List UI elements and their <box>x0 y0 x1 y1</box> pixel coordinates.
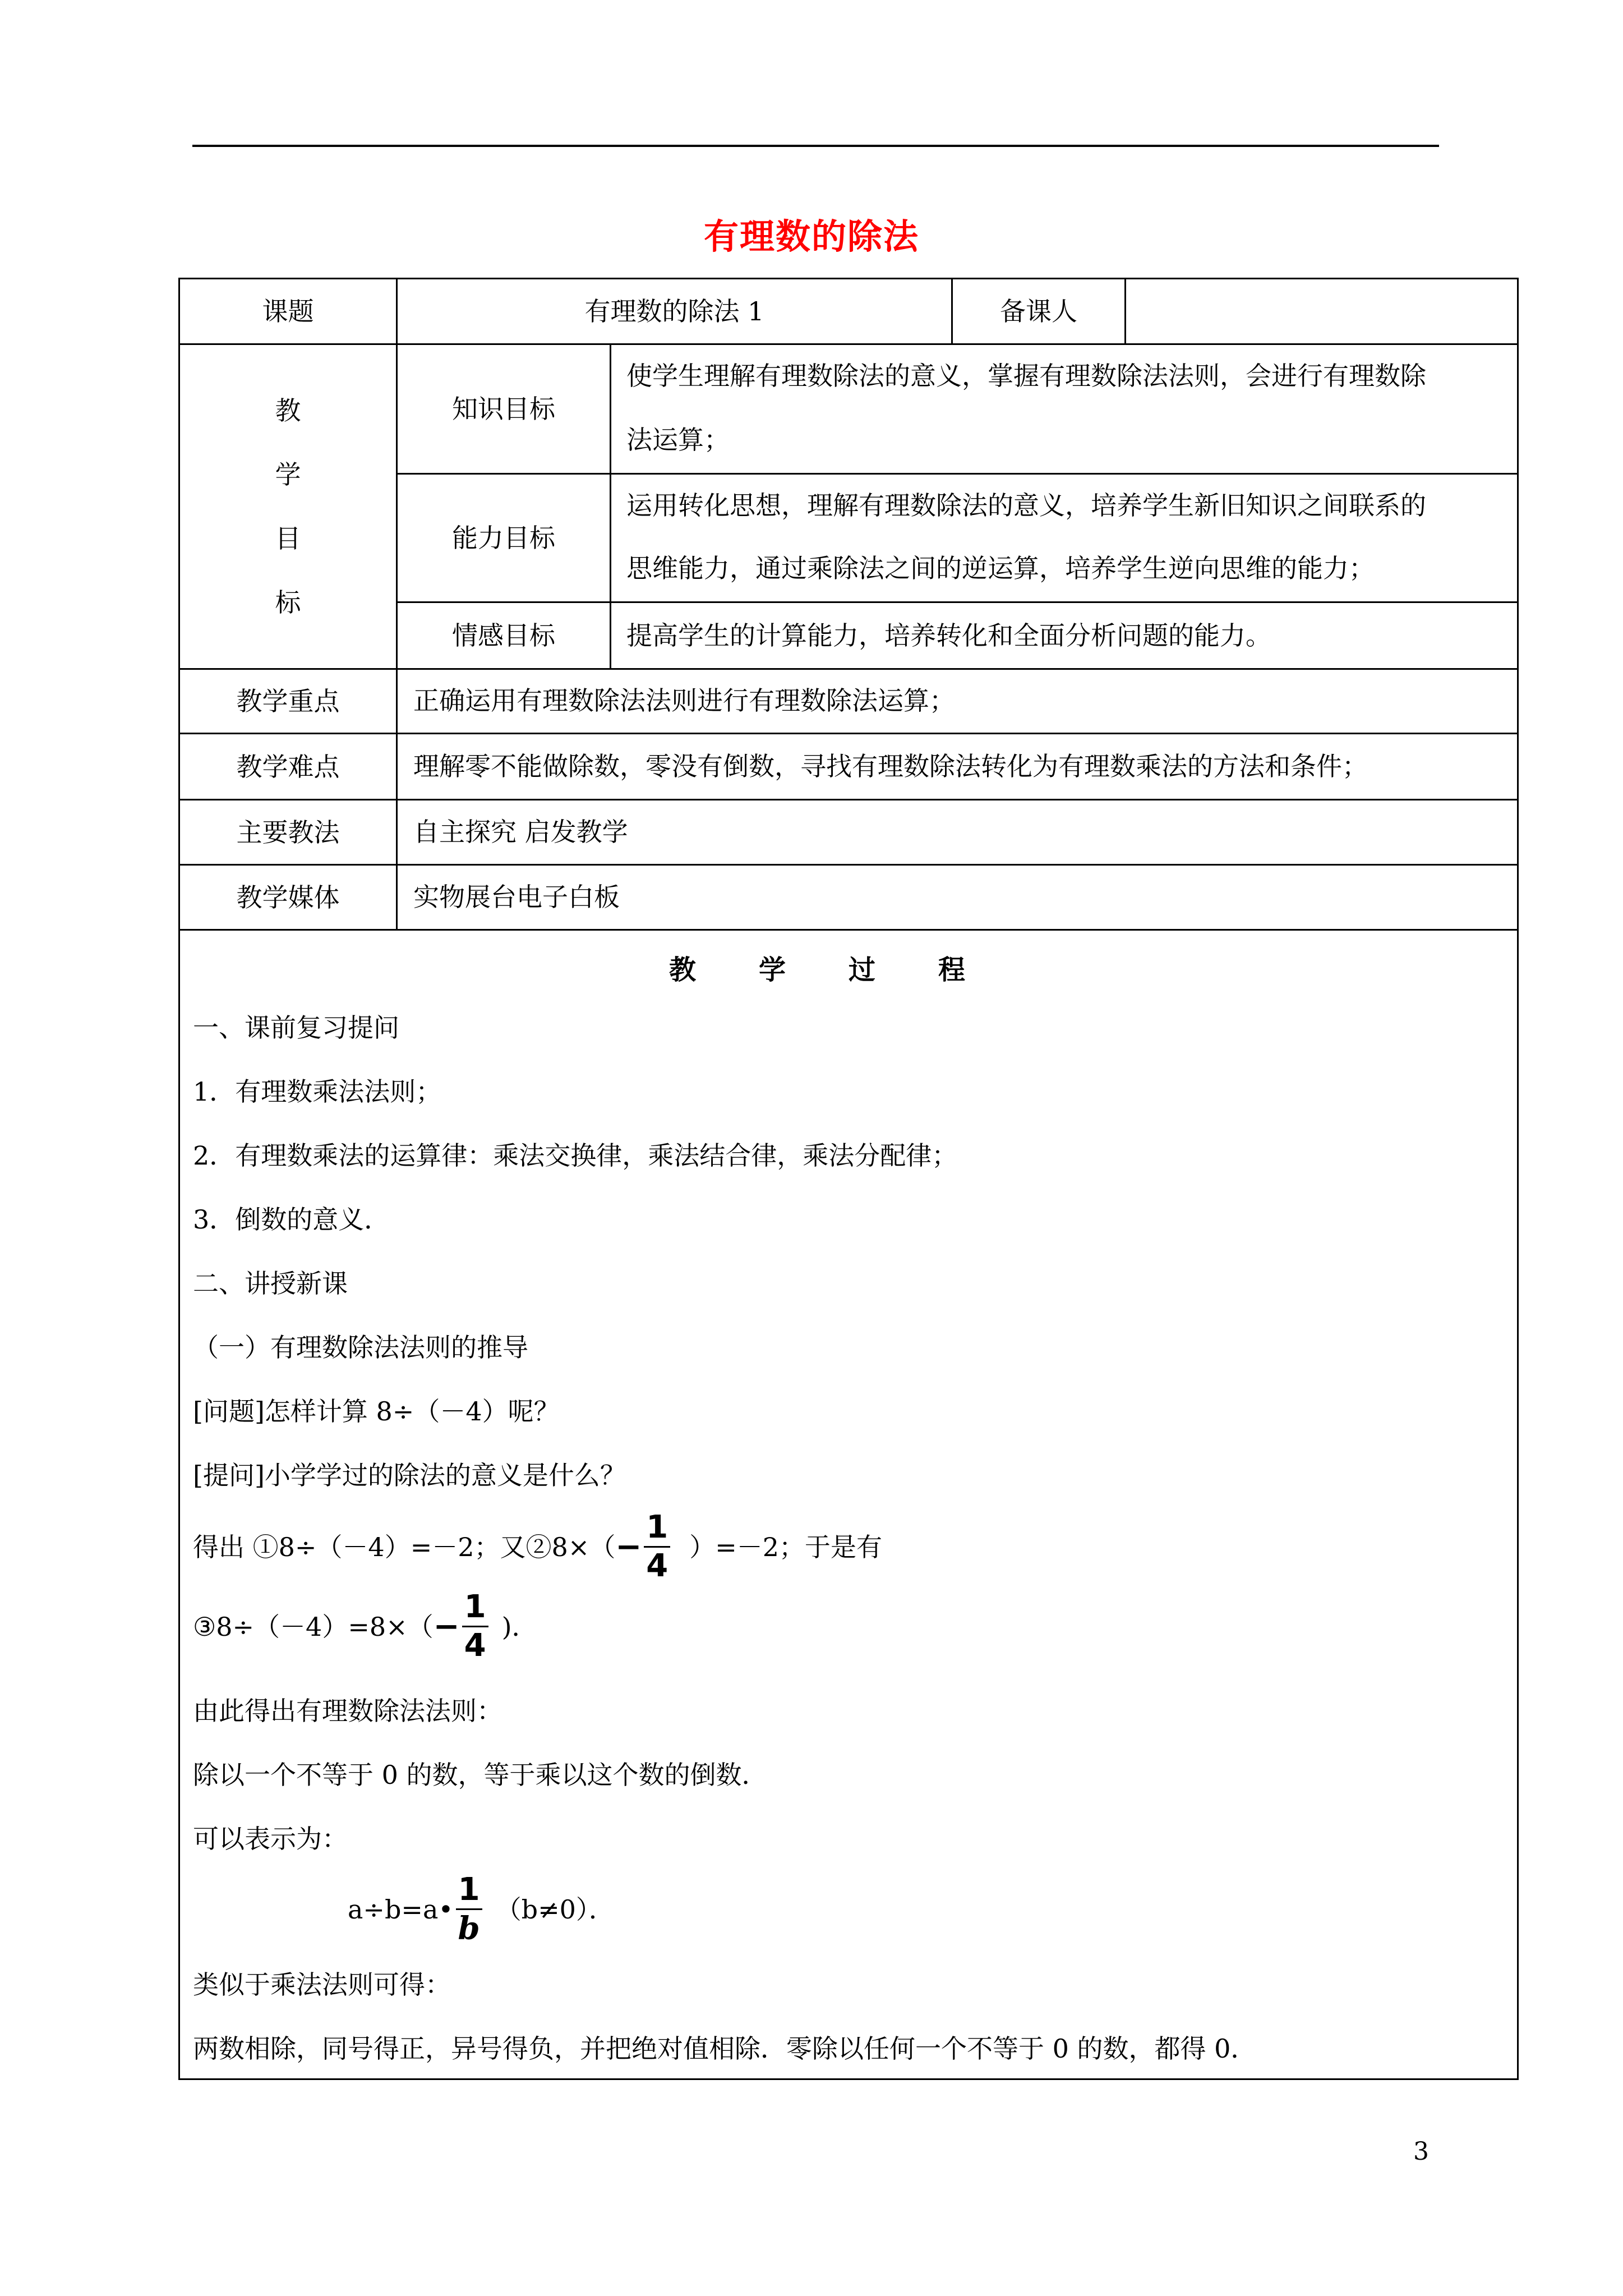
derivation-line-2 <box>193 1589 538 1664</box>
rule-intro: 由此得出有理数除法法则： <box>193 1696 502 1726</box>
media-value: 实物展台电子白板 <box>413 882 620 912</box>
derivation-text: ）=－2；于是有 <box>689 1531 883 1562</box>
emotion-objective-label: 情感目标 <box>452 620 555 651</box>
fraction-denominator: 4 <box>464 1627 486 1664</box>
fraction-numerator: 1 <box>456 1871 482 1910</box>
section-heading: 一、课前复习提问 <box>193 1013 399 1043</box>
fraction-numerator: 1 <box>462 1589 488 1627</box>
media-label: 教学媒体 <box>236 882 340 913</box>
minus-sign: − <box>615 1528 642 1565</box>
ability-objective-label: 能力目标 <box>452 523 555 553</box>
derivation-text: 得出 ①8÷（－4）=－2；又②8×（ <box>193 1531 616 1562</box>
fraction-denominator: b <box>458 1910 480 1947</box>
page-number: 3 <box>1413 2137 1429 2166</box>
list-item: 1．有理数乘法法则； <box>193 1076 442 1107</box>
list-item: 3．倒数的意义． <box>193 1204 390 1235</box>
topic-label: 课题 <box>262 296 314 326</box>
rule-text: 除以一个不等于 0 的数，等于乘以这个数的倒数． <box>193 1760 768 1790</box>
objectives-label-char: 教 <box>275 395 301 426</box>
method-label: 主要教法 <box>236 817 340 848</box>
table-rule <box>610 343 611 669</box>
fraction-numerator: 1 <box>644 1509 670 1548</box>
knowledge-objective-line: 法运算； <box>626 425 730 455</box>
section-heading: 二、讲授新课 <box>193 1268 348 1299</box>
difficulty-value: 理解零不能做除数，零没有倒数，寻找有理数除法转化为有理数乘法的方法和条件； <box>413 751 1368 781</box>
derivation-line-1 <box>193 1509 882 1585</box>
fraction-one-quarter <box>462 1589 488 1664</box>
difficulty-label: 教学难点 <box>236 751 340 782</box>
ability-objective-line: 思维能力，通过乘除法之间的逆运算，培养学生逆向思维的能力； <box>626 553 1375 583</box>
method-value: 自主探究 启发教学 <box>413 817 628 847</box>
prompt-text: [提问]小学学过的除法的意义是什么？ <box>193 1460 626 1490</box>
conclusion-text: 两数相除，同号得正，异号得负，并把绝对值相除．零除以任何一个不等于 0 的数，都得 0． <box>193 2033 1257 2064</box>
derivation-text: )． <box>501 1611 538 1642</box>
process-heading: 教学过程 <box>668 954 1028 986</box>
knowledge-objective-line: 使学生理解有理数除法的意义，掌握有理数除法法则，会进行有理数除 <box>626 361 1426 391</box>
objectives-label-char: 目 <box>275 523 301 554</box>
list-item: 2．有理数乘法的运算律：乘法交换律，乘法结合律，乘法分配律； <box>193 1140 958 1171</box>
subsection-heading: （一）有理数除法法则的推导 <box>193 1332 528 1363</box>
preparer-label: 备课人 <box>1000 296 1077 326</box>
header-rule <box>192 145 1439 147</box>
key-point-value: 正确运用有理数除法法则进行有理数除法运算； <box>413 685 955 716</box>
topic-value: 有理数的除法 1 <box>584 296 764 326</box>
objectives-label-char: 学 <box>275 459 301 490</box>
minus-sign: − <box>433 1608 460 1645</box>
formula <box>348 1871 615 1947</box>
analogy-text: 类似于乘法法则可得： <box>193 1970 451 2000</box>
derivation-text: ③8÷（－4）=8×（ <box>193 1611 434 1642</box>
fraction-denominator: 4 <box>646 1548 668 1584</box>
express-text: 可以表示为： <box>193 1824 348 1854</box>
objectives-label-char: 标 <box>275 587 301 618</box>
key-point-label: 教学重点 <box>236 686 340 716</box>
page-title: 有理数的除法 <box>703 216 919 257</box>
table-rule <box>178 929 1519 931</box>
emotion-objective-line: 提高学生的计算能力，培养转化和全面分析问题的能力。 <box>626 620 1271 651</box>
question-text: [问题]怎样计算 8÷（－4）呢？ <box>193 1396 560 1427</box>
fraction-one-over-b <box>456 1871 482 1947</box>
objectives-label <box>180 345 396 668</box>
fraction-one-quarter <box>644 1509 670 1585</box>
knowledge-objective-label: 知识目标 <box>452 394 555 424</box>
ability-objective-line: 运用转化思想，理解有理数除法的意义，培养学生新旧知识之间联系的 <box>626 490 1426 521</box>
preparer-value <box>1126 279 1517 343</box>
formula-text: a÷b=a• <box>348 1894 454 1925</box>
formula-text: （b≠0）． <box>495 1894 615 1925</box>
